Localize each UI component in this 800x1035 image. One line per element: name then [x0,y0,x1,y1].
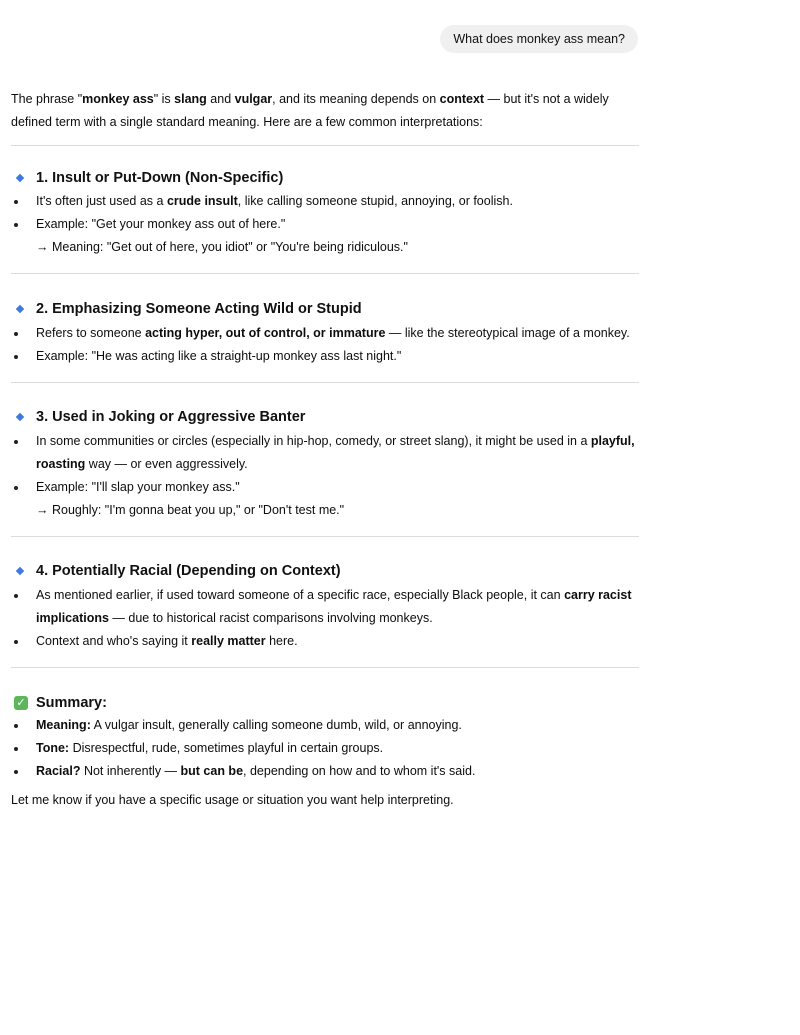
divider [11,667,639,668]
list-item: Context and who's saying it really matter here. [11,630,639,653]
summary-heading: ✓ Summary: [11,693,639,713]
section-1 [11,168,639,259]
check-mark-icon: ✓ [14,696,28,710]
section-2 [11,299,639,368]
section-heading: 3. Used in Joking or Aggressive Banter [11,407,639,427]
section-heading: 4. Potentially Racial (Depending on Context) [11,561,639,581]
diamond-bullet-icon [16,305,24,313]
closing-paragraph: Let me know if you have a specific usage or situation you want help interpreting. [11,793,454,807]
list-item: Example: "He was acting like a straight-up monkey ass last night." [11,345,639,368]
divider [11,536,639,537]
list-item: Example: "Get your monkey ass out of here." → Meaning: "Get out of here, you idiot" or "You're being ridiculous." [11,213,639,259]
list-item: As mentioned earlier, if used toward someone of a specific race, especially Black people, it can carry racist implications — due to historical racist comparisons involving monkeys. [11,584,639,630]
list-item: Example: "I'll slap your monkey ass." → Roughly: "I'm gonna beat you up," or "Don't test me." [11,476,639,522]
divider [11,273,639,274]
section-3 [11,407,639,522]
section-heading: 2. Emphasizing Someone Acting Wild or Stupid [11,299,639,319]
divider [11,382,639,383]
diamond-bullet-icon [16,567,24,575]
list-item: Tone: Disrespectful, rude, sometimes playful in certain groups. [11,737,639,760]
assistant-response [11,88,639,812]
list-item: Racial? Not inherently — but can be, depending on how and to whom it's said. [11,760,639,783]
section-4 [11,561,639,653]
list-item: In some communities or circles (especially in hip-hop, comedy, or street slang), it might be used in a playful, roasting way — or even aggressively. [11,430,639,476]
list-item: It's often just used as a crude insult, like calling someone stupid, annoying, or foolish. [11,190,639,213]
divider [11,145,639,146]
diamond-bullet-icon [16,413,24,421]
summary-section [11,693,639,812]
list-item: Meaning: A vulgar insult, generally calling someone dumb, wild, or annoying. [11,714,639,737]
list-item: Refers to someone acting hyper, out of control, or immature — like the stereotypical image of a monkey. [11,322,639,345]
diamond-bullet-icon [16,174,24,182]
user-message-bubble: What does monkey ass mean? [440,25,638,53]
intro-paragraph: The phrase "monkey ass" is slang and vulgar, and its meaning depends on context — but it's not a widely defined term with a single standard meaning. Here are a few common interpretations: [11,92,609,129]
section-heading: 1. Insult or Put-Down (Non-Specific) [11,168,639,188]
